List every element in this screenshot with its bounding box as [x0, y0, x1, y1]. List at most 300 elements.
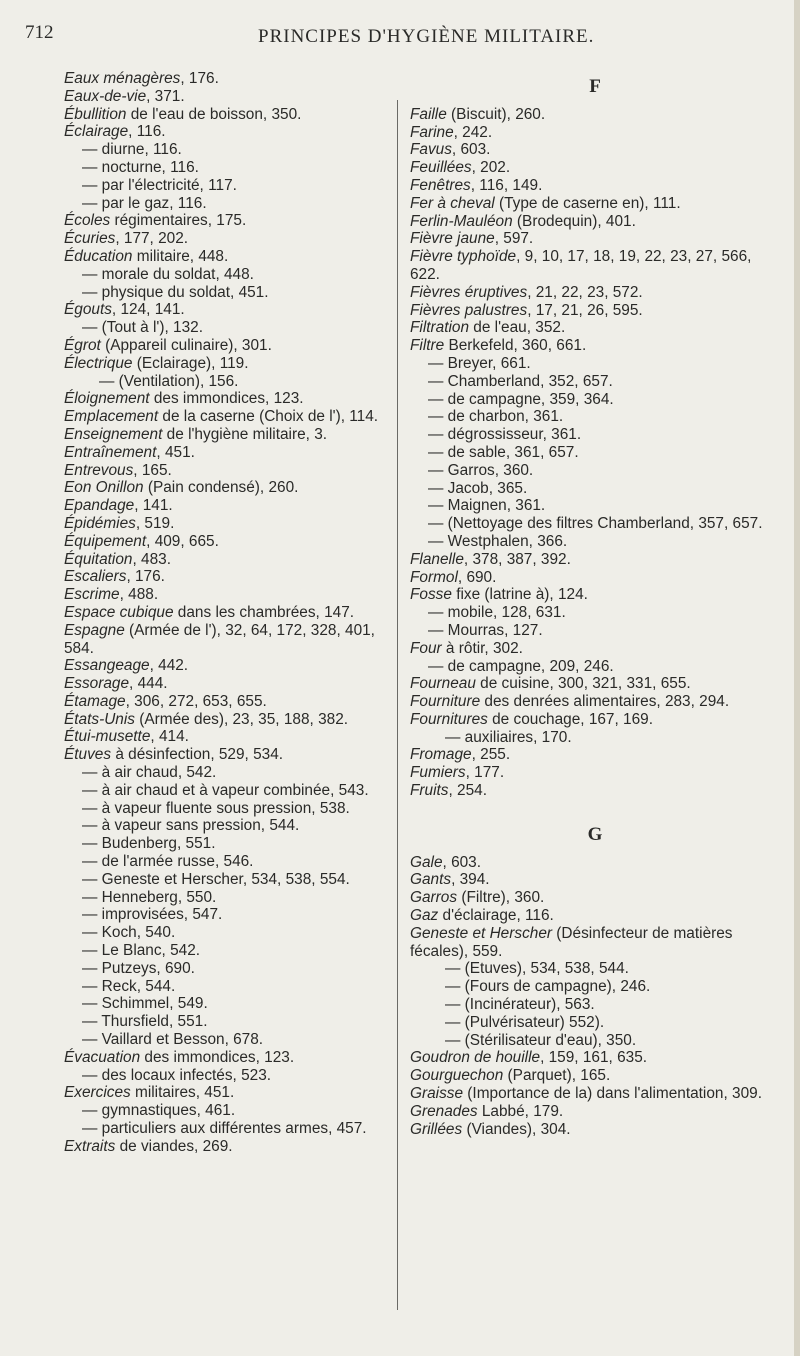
index-term: Espagne: [64, 621, 125, 639]
index-references: (Appareil culinaire), 301.: [100, 336, 272, 354]
index-references: — à vapeur sans pression, 544.: [82, 817, 300, 835]
index-term: Eon Onillon: [64, 479, 144, 497]
index-references: , 603.: [442, 853, 482, 871]
index-references: — Le Blanc, 542.: [82, 942, 201, 960]
index-entry: [410, 640, 780, 658]
index-references: — Breyer, 661.: [428, 354, 531, 372]
index-entry: [64, 817, 394, 835]
index-entry: [410, 1085, 780, 1103]
index-references: — particuliers aux différentes armes, 457.: [82, 1120, 367, 1138]
index-entry: [64, 906, 394, 924]
index-term: Eaux-de-vie: [64, 87, 147, 105]
index-entry: [64, 853, 394, 871]
index-references: — improvisées, 547.: [82, 906, 223, 924]
index-term: Gaz: [410, 907, 439, 925]
index-entry: [64, 444, 394, 462]
index-entry: [410, 711, 780, 729]
index-references: (Désinfecteur de matières fécales), 559.: [410, 924, 733, 960]
index-entry: [410, 106, 780, 124]
index-term: Écoles: [64, 212, 111, 230]
index-term: Flanelle: [410, 550, 464, 568]
index-references: , 21, 22, 23, 572.: [527, 283, 643, 301]
index-references: , 165.: [133, 461, 172, 479]
index-entry: [410, 1014, 780, 1032]
index-term: Fourniture: [410, 693, 481, 711]
index-term: Filtration: [410, 319, 470, 337]
index-entry: [410, 159, 780, 177]
index-entry: [410, 693, 780, 711]
index-entry: [64, 230, 394, 248]
index-entry: [64, 88, 394, 106]
index-entry: [64, 195, 394, 213]
index-entry: [410, 604, 780, 622]
index-references: , 17, 21, 26, 595.: [527, 301, 643, 319]
index-entry: [410, 907, 780, 925]
index-references: — par le gaz, 116.: [82, 194, 207, 212]
index-term: Équipement: [64, 532, 147, 550]
index-references: — Reck, 544.: [82, 977, 176, 995]
index-references: des immondices, 123.: [149, 390, 304, 408]
index-term: Fournitures: [410, 710, 488, 728]
index-term: Escrime: [64, 586, 120, 604]
index-entry: [410, 408, 780, 426]
index-entry: [410, 586, 780, 604]
index-references: — Vaillard et Besson, 678.: [82, 1031, 264, 1049]
index-entry: [64, 301, 394, 319]
index-term: Éclairage: [64, 123, 129, 141]
index-references: , 141.: [134, 497, 173, 515]
index-entry: [410, 533, 780, 551]
index-entry: [410, 177, 780, 195]
index-entry: [410, 675, 780, 693]
index-references: (Armée de l'), 32, 64, 172, 328, 401, 584.: [64, 621, 375, 657]
index-references: fixe (latrine à), 124.: [451, 586, 588, 604]
index-references: , 159, 161, 635.: [540, 1049, 648, 1067]
index-references: — (Pulvérisateur) 552).: [445, 1013, 605, 1031]
index-references: (Pain condensé), 260.: [143, 479, 299, 497]
index-references: — à vapeur fluente sous pression, 538.: [82, 799, 350, 817]
index-references: de cuisine, 300, 321, 331, 655.: [475, 675, 691, 693]
index-entry: [410, 925, 780, 961]
index-references: — Chamberland, 352, 657.: [428, 372, 613, 390]
index-references: , 519.: [135, 514, 175, 532]
index-entry: [64, 1049, 394, 1067]
index-references: — gymnastiques, 461.: [82, 1102, 236, 1120]
index-references: , 488.: [119, 586, 159, 604]
index-entry: [64, 978, 394, 996]
index-references: — Henneberg, 550.: [82, 888, 217, 906]
index-references: — auxiliaires, 170.: [445, 728, 572, 746]
index-term: Formol: [410, 568, 458, 586]
index-references: , 371.: [146, 87, 185, 105]
index-term: Enseignement: [64, 425, 163, 443]
index-entry: [410, 960, 780, 978]
index-references: , 116.: [128, 123, 166, 141]
index-entry: [64, 924, 394, 942]
index-entry: [410, 373, 780, 391]
index-entry: [410, 996, 780, 1014]
index-references: , 177.: [465, 764, 505, 782]
index-term: Éducation: [64, 247, 133, 265]
index-entry: [64, 586, 394, 604]
index-entry: [410, 782, 780, 800]
index-references: — de charbon, 361.: [428, 408, 564, 426]
index-entry: [410, 764, 780, 782]
index-references: — Geneste et Herscher, 534, 538, 554.: [82, 870, 350, 888]
index-term: Geneste et Herscher: [410, 924, 553, 942]
index-term: Espace cubique: [64, 603, 174, 621]
index-term: Équitation: [64, 550, 133, 568]
index-entry: [410, 462, 780, 480]
index-entry: [64, 284, 394, 302]
index-references: , 597.: [494, 230, 534, 248]
index-references: , 9, 10, 17, 18, 19, 22, 23, 27, 566, 622.: [410, 248, 752, 283]
index-entry: [64, 995, 394, 1013]
index-references: , 306, 272, 653, 655.: [125, 692, 267, 710]
index-term: Fer à cheval: [410, 194, 495, 212]
index-term: Fièvres éruptives: [410, 283, 528, 301]
index-term: Grenades: [410, 1102, 478, 1120]
index-entry: [64, 1067, 394, 1085]
index-entry: [410, 248, 780, 284]
index-term: Essorage: [64, 675, 130, 693]
index-references: , 414.: [150, 728, 189, 746]
index-references: de viandes, 269.: [115, 1137, 233, 1155]
index-references: (Biscuit), 260.: [446, 105, 546, 123]
index-entry: [64, 248, 394, 266]
index-entry: [64, 141, 394, 159]
index-term: Eaux ménagères: [64, 70, 181, 87]
index-entry: [64, 693, 394, 711]
index-references: — de campagne, 209, 246.: [428, 657, 614, 675]
index-references: , 176.: [180, 70, 219, 87]
index-references: (Filtre), 360.: [457, 889, 545, 907]
index-term: Emplacement: [64, 408, 159, 426]
index-entry: [410, 284, 780, 302]
index-term: Filtre: [410, 337, 445, 355]
index-entry: [410, 230, 780, 248]
index-entry: [64, 266, 394, 284]
index-term: Exercices: [64, 1084, 131, 1102]
index-term: Four: [410, 639, 442, 657]
index-entry: [64, 764, 394, 782]
index-term: Égouts: [64, 301, 112, 319]
index-term: Epandage: [64, 497, 135, 515]
index-column-right: [410, 70, 780, 1138]
index-entry: [64, 123, 394, 141]
index-references: , 451.: [156, 443, 195, 461]
index-term: Gale: [410, 853, 443, 871]
index-references: , 202.: [471, 159, 511, 177]
index-entry: [64, 604, 394, 622]
index-entry: [64, 533, 394, 551]
index-entry: [410, 444, 780, 462]
index-entry: [410, 551, 780, 569]
index-term: Graisse: [410, 1085, 464, 1103]
index-term: Étui-musette: [64, 728, 151, 746]
index-references: , 242.: [453, 123, 493, 141]
index-entry: [64, 355, 394, 373]
index-term: Évacuation: [64, 1048, 141, 1066]
index-references: , 255.: [471, 746, 511, 764]
index-entry: [410, 141, 780, 159]
index-references: — de sable, 361, 657.: [428, 443, 579, 461]
index-term: Fumiers: [410, 764, 466, 782]
index-entry: [410, 302, 780, 320]
index-references: — de l'armée russe, 546.: [82, 853, 254, 871]
page-number: 712: [25, 22, 54, 43]
index-entry: [410, 729, 780, 747]
index-entry: [64, 1102, 394, 1120]
index-term: Égrot: [64, 336, 101, 354]
index-term: Fruits: [410, 782, 449, 800]
index-term: États-Unis: [64, 710, 135, 728]
index-entry: [410, 355, 780, 373]
index-references: — des locaux infectés, 523.: [82, 1066, 272, 1084]
index-entry: [64, 622, 394, 658]
index-entry: [64, 159, 394, 177]
index-references: de la caserne (Choix de l'), 114.: [158, 408, 379, 426]
index-references: — Koch, 540.: [82, 924, 176, 942]
index-entry: [64, 746, 394, 764]
index-references: — Garros, 360.: [428, 461, 534, 479]
index-entry: [410, 391, 780, 409]
column-divider: [397, 100, 398, 1310]
index-references: Labbé, 179.: [477, 1102, 564, 1120]
index-references: — à air chaud et à vapeur combinée, 543.: [82, 781, 369, 799]
index-entry: [64, 408, 394, 426]
index-references: des denrées alimentaires, 283, 294.: [480, 693, 730, 711]
index-term: Essangeage: [64, 657, 150, 675]
index-references: — (Tout à l'), 132.: [82, 319, 203, 337]
index-entry: [64, 835, 394, 853]
index-references: de couchage, 167, 169.: [487, 710, 654, 728]
index-references: — Mourras, 127.: [428, 621, 543, 639]
index-entry: [64, 497, 394, 515]
index-entry: [64, 479, 394, 497]
index-references: — Thursfield, 551.: [82, 1013, 208, 1031]
index-term: Faille: [410, 105, 447, 123]
index-references: (Importance de la) dans l'alimentation, 309.: [463, 1085, 762, 1103]
index-term: Fromage: [410, 746, 472, 764]
index-entry: [64, 889, 394, 907]
index-entry: [64, 390, 394, 408]
index-entry: [410, 569, 780, 587]
index-entry: [410, 854, 780, 872]
index-references: des immondices, 123.: [140, 1048, 295, 1066]
index-references: , 442.: [149, 657, 189, 675]
index-references: (Viandes), 304.: [462, 1120, 571, 1138]
index-term: Favus: [410, 141, 452, 159]
index-references: , 177, 202.: [115, 230, 189, 248]
index-entry: [64, 515, 394, 533]
index-entry: [64, 942, 394, 960]
index-entry: [64, 1120, 394, 1138]
index-entry: [410, 1032, 780, 1050]
index-references: (Parquet), 165.: [503, 1067, 611, 1085]
index-entry: [64, 711, 394, 729]
index-term: Extraits: [64, 1137, 116, 1155]
index-entry: [410, 622, 780, 640]
index-term: Ferlin-Mauléon: [410, 212, 513, 230]
index-references: , 409, 665.: [146, 532, 219, 550]
index-term: Ébullition: [64, 105, 127, 123]
page-header: [0, 22, 800, 52]
index-term: Fosse: [410, 586, 452, 604]
index-references: — dégrossisseur, 361.: [428, 426, 582, 444]
index-references: — (Incinérateur), 563.: [445, 996, 595, 1014]
index-entry: [64, 1013, 394, 1031]
index-references: à désinfection, 529, 534.: [111, 746, 284, 764]
index-entry: [410, 1121, 780, 1139]
index-entry: [64, 177, 394, 195]
index-entry: [64, 1138, 394, 1156]
index-entry: [64, 337, 394, 355]
index-references: de l'eau de boisson, 350.: [126, 105, 302, 123]
index-entry: [64, 800, 394, 818]
index-term: Entraînement: [64, 443, 157, 461]
index-references: , 483.: [132, 550, 171, 568]
index-term: Électrique: [64, 354, 133, 372]
index-references: (Brodequin), 401.: [512, 212, 636, 230]
index-entry: [410, 889, 780, 907]
section-g-entries: [410, 854, 780, 1139]
index-entry: [64, 1031, 394, 1049]
section-heading-g: G: [587, 823, 603, 845]
index-term: Épidémies: [64, 514, 136, 532]
index-references: , 176.: [126, 568, 165, 586]
index-entry: [410, 497, 780, 515]
index-entry: [64, 960, 394, 978]
index-term: Grillées: [410, 1120, 463, 1138]
index-entry: [410, 1067, 780, 1085]
index-references: (Type de caserne en), 111.: [494, 194, 681, 212]
index-entry: [410, 213, 780, 231]
index-references: — morale du soldat, 448.: [82, 265, 254, 283]
index-entry: [64, 782, 394, 800]
index-entry: [64, 728, 394, 746]
index-references: , 603.: [451, 141, 491, 159]
index-column-left: [64, 70, 394, 1156]
index-references: — Westphalen, 366.: [428, 532, 568, 550]
index-references: dans les chambrées, 147.: [173, 603, 355, 621]
index-entry: [64, 1084, 394, 1102]
index-entry: [410, 319, 780, 337]
index-entry: [64, 373, 394, 391]
index-references: — nocturne, 116.: [82, 158, 199, 176]
index-references: — diurne, 116.: [82, 141, 182, 159]
index-references: — mobile, 128, 631.: [428, 604, 566, 622]
index-references: — Jacob, 365.: [428, 479, 528, 497]
index-entry: [64, 462, 394, 480]
index-entry: [64, 675, 394, 693]
index-references: d'éclairage, 116.: [438, 907, 554, 925]
index-references: — (Ventilation), 156.: [99, 372, 239, 390]
index-term: Fièvre typhoïde: [410, 248, 517, 266]
index-references: , 394.: [451, 871, 490, 889]
index-term: Escaliers: [64, 568, 127, 586]
index-entry: [64, 70, 394, 88]
index-references: — par l'électricité, 117.: [82, 176, 237, 194]
index-entry: [410, 746, 780, 764]
index-entry: [410, 195, 780, 213]
index-entry: [410, 426, 780, 444]
index-term: Écuries: [64, 230, 116, 248]
index-term: Feuillées: [410, 159, 472, 177]
index-entry: [410, 480, 780, 498]
section-heading-f: F: [589, 76, 601, 97]
index-references: — (Stérilisateur d'eau), 350.: [445, 1031, 637, 1049]
index-entry: [410, 515, 780, 533]
index-entry: [410, 871, 780, 889]
index-term: Étamage: [64, 692, 126, 710]
index-term: Gourguechon: [410, 1067, 504, 1085]
index-references: — à air chaud, 542.: [82, 764, 217, 782]
index-entry: [64, 551, 394, 569]
index-references: (Eclairage), 119.: [132, 354, 249, 372]
index-term: Étuves: [64, 746, 112, 764]
index-references: — physique du soldat, 451.: [82, 283, 269, 301]
index-entry: [64, 568, 394, 586]
index-references: , 124, 141.: [111, 301, 185, 319]
index-term: Fièvre jaune: [410, 230, 495, 248]
index-term: Garros: [410, 889, 458, 907]
index-references: — de campagne, 359, 364.: [428, 390, 614, 408]
index-entry: [410, 658, 780, 676]
index-term: Fenêtres: [410, 176, 471, 194]
index-references: — Schimmel, 549.: [82, 995, 208, 1013]
index-references: de l'hygiène militaire, 3.: [162, 425, 328, 443]
index-entry: [64, 871, 394, 889]
index-entry: [410, 124, 780, 142]
index-references: Berkefeld, 360, 661.: [444, 337, 587, 355]
index-references: — (Fours de campagne), 246.: [445, 978, 651, 996]
index-references: militaire, 448.: [132, 247, 229, 265]
index-entry: [64, 319, 394, 337]
index-entry: [64, 426, 394, 444]
index-entry: [410, 978, 780, 996]
index-term: Gants: [410, 871, 452, 889]
index-references: — (Nettoyage des filtres Chamberland, 357, 657.: [428, 515, 763, 533]
index-term: Éloignement: [64, 390, 150, 408]
section-f-entries: [410, 106, 780, 800]
page-edge: [794, 0, 800, 1356]
index-term: Goudron de houille: [410, 1049, 541, 1067]
index-references: — Maignen, 361.: [428, 497, 546, 515]
index-references: — Putzeys, 690.: [82, 959, 195, 977]
index-references: , 378, 387, 392.: [463, 550, 571, 568]
index-references: de l'eau, 352.: [469, 319, 566, 337]
index-entry: [64, 212, 394, 230]
index-term: Entrevous: [64, 461, 134, 479]
index-entry: [64, 657, 394, 675]
index-references: à rôtir, 302.: [441, 639, 523, 657]
index-references: — Budenberg, 551.: [82, 835, 216, 853]
index-references: régimentaires, 175.: [110, 212, 247, 230]
index-references: — (Etuves), 534, 538, 544.: [445, 960, 629, 978]
index-references: militaires, 451.: [130, 1084, 235, 1102]
running-title: PRINCIPES D'HYGIÈNE MILITAIRE.: [258, 26, 595, 47]
index-entry: [410, 1049, 780, 1067]
index-term: Fièvres palustres: [410, 301, 528, 319]
index-term: Farine: [410, 123, 454, 141]
index-references: , 690.: [457, 568, 497, 586]
index-references: , 116, 149.: [470, 176, 543, 194]
index-references: , 254.: [448, 782, 487, 800]
index-references: , 444.: [129, 675, 168, 693]
index-entry: [410, 1103, 780, 1121]
index-references: (Armée des), 23, 35, 188, 382.: [135, 710, 349, 728]
